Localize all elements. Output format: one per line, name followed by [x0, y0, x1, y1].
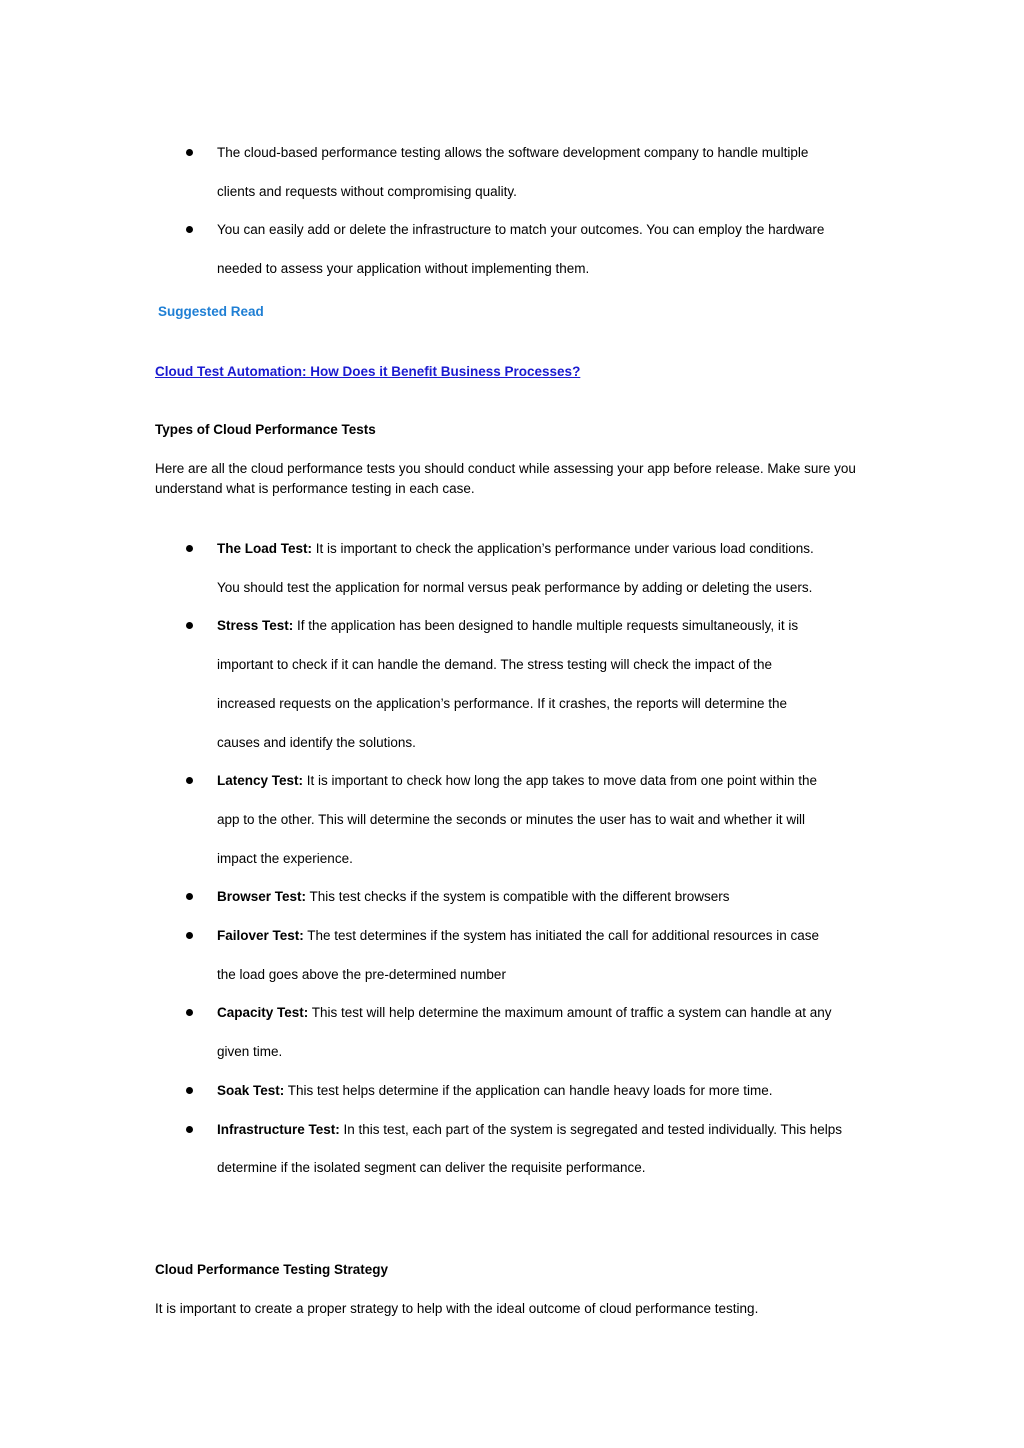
test-type-name: Capacity Test:: [217, 1005, 309, 1021]
test-type-item: [155, 878, 875, 917]
test-type-continuation: [155, 685, 875, 724]
test-type-description: The test determines if the system has initiated the call for additional resources in case: [303, 928, 820, 944]
test-type-description: app to the other. This will determine the seconds or minutes the user has to wait and whether it will: [217, 811, 806, 827]
intro-bullet-item: [155, 211, 875, 250]
bullet-text: clients and requests without compromising quality.: [217, 183, 517, 199]
test-type-continuation: [155, 840, 875, 879]
test-type-description: the load goes above the pre-determined number: [217, 966, 506, 982]
bullet-icon: [186, 622, 193, 629]
test-type-item: [155, 917, 875, 956]
test-type-continuation: [155, 569, 875, 608]
test-type-item: [155, 1111, 875, 1150]
test-type-description: causes and identify the solutions.: [217, 734, 416, 750]
bullet-text: The cloud-based performance testing allows the software development company to handle multiple: [217, 145, 809, 160]
bullet-text: needed to assess your application without implementing them.: [217, 261, 590, 277]
test-type-name: Soak Test:: [217, 1082, 285, 1098]
intro-bullet-item: [155, 134, 875, 173]
test-type-description: increased requests on the application’s performance. If it crashes, the reports will determine the: [217, 695, 788, 711]
test-type-name: Failover Test:: [217, 928, 304, 944]
test-type-continuation: [155, 1033, 875, 1072]
intro-bullet-list: [155, 134, 875, 289]
test-types: [155, 530, 875, 1188]
test-type-continuation: [155, 1149, 875, 1188]
test-type-name: Browser Test:: [217, 889, 307, 905]
test-type-description: In this test, each part of the system is segregated and tested individually. This helps: [339, 1121, 843, 1137]
test-type-description: This test helps determine if the application can handle heavy loads for more time.: [284, 1082, 773, 1098]
bullet-icon: [186, 226, 193, 233]
test-type-continuation: [155, 801, 875, 840]
test-type-description: This test will help determine the maximum amount of traffic a system can handle at any: [308, 1005, 832, 1021]
test-type-description: It is important to check how long the app takes to move data from one point within the: [303, 773, 818, 789]
test-type-description: This test checks if the system is compatible with the different browsers: [306, 889, 730, 905]
test-type-description: determine if the isolated segment can deliver the requisite performance.: [217, 1160, 646, 1176]
test-type-continuation: [155, 646, 875, 685]
test-type-item: [155, 607, 875, 646]
strategy-intro-paragraph: It is important to create a proper strategy to help with the ideal outcome of cloud performance testing.: [155, 1301, 759, 1316]
intro-bullet-continuation: [155, 173, 875, 212]
types-heading: Types of Cloud Performance Tests: [155, 422, 376, 437]
test-type-name: Infrastructure Test:: [217, 1121, 340, 1137]
test-type-item: [155, 1072, 875, 1111]
test-type-description: important to check if it can handle the demand. The stress testing will check the impact of the: [217, 657, 773, 673]
types-intro-paragraph: Here are all the cloud performance tests you should conduct while assessing your app before release. Make sure you understand what is performance testing in each case.: [155, 461, 856, 496]
bullet-icon: [186, 777, 193, 784]
test-type-description: given time.: [217, 1044, 283, 1060]
bullet-icon: [186, 1087, 193, 1094]
bullet-icon: [186, 1126, 193, 1133]
test-type-description: If the application has been designed to handle multiple requests simultaneously, it is: [293, 618, 799, 634]
test-type-continuation: [155, 956, 875, 995]
test-type-item: [155, 994, 875, 1033]
suggested-article-link[interactable]: Cloud Test Automation: How Does it Benefit Business Processes?: [155, 364, 581, 379]
test-type-continuation: [155, 724, 875, 763]
test-type-name: Stress Test:: [217, 618, 294, 634]
test-type-item: [155, 530, 875, 569]
test-type-description: It is important to check the application’s performance under various load conditions.: [312, 541, 814, 556]
test-type-description: impact the experience.: [217, 850, 353, 866]
strategy-heading: Cloud Performance Testing Strategy: [155, 1262, 389, 1277]
intro-bullets: [155, 134, 875, 289]
test-type-item: [155, 762, 875, 801]
types-bullet-list: [155, 530, 875, 1188]
bullet-icon: [186, 1009, 193, 1016]
suggested-read-label: Suggested Read: [158, 304, 264, 319]
test-type-name: Latency Test:: [217, 773, 304, 789]
bullet-icon: [186, 149, 193, 156]
intro-bullet-continuation: [155, 250, 875, 289]
bullet-icon: [186, 893, 193, 900]
bullet-icon: [186, 545, 193, 552]
test-type-name: The Load Test:: [217, 541, 313, 556]
bullet-icon: [186, 932, 193, 939]
test-type-description: You should test the application for normal versus peak performance by adding or deleting the users.: [217, 579, 813, 595]
bullet-text: You can easily add or delete the infrastructure to match your outcomes. You can employ the hardware: [217, 222, 825, 238]
